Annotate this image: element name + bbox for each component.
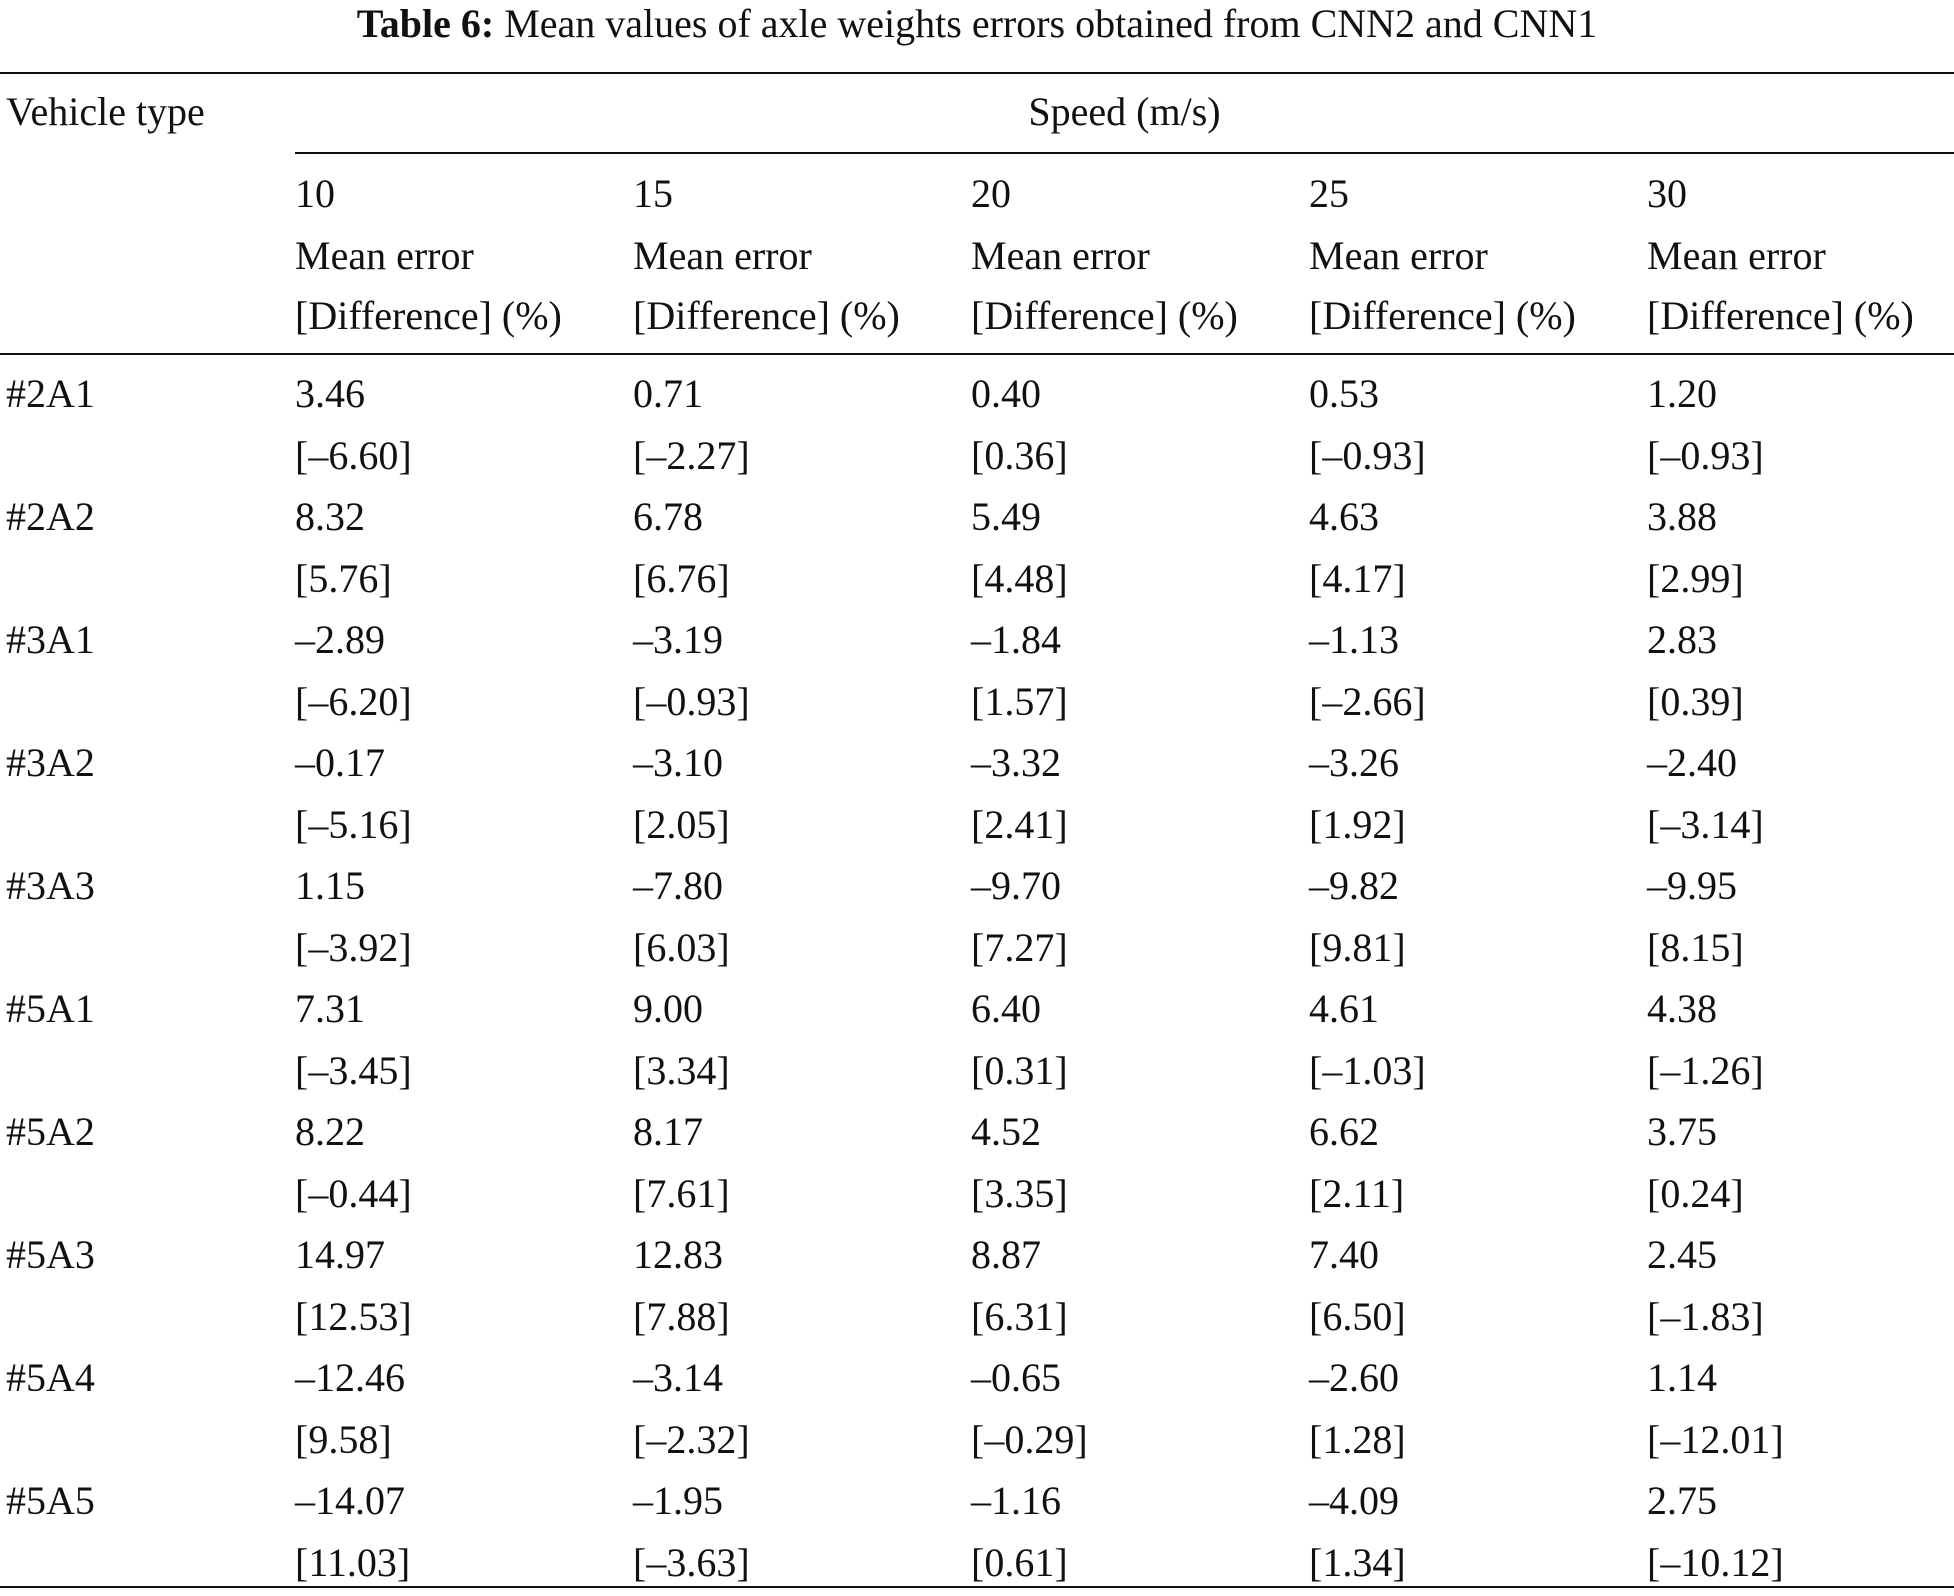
difference-cell: [–6.60] (295, 433, 412, 478)
difference-cell: [–5.16] (295, 802, 412, 847)
difference-cell: [2.05] (633, 802, 730, 847)
mean-error-cell: 8.17 (633, 1109, 703, 1154)
difference-cell: [–12.01] (1647, 1417, 1784, 1462)
mean-error-cell: –1.13 (1309, 617, 1399, 662)
mean-error-cell: 6.78 (633, 494, 703, 539)
mean-error-cell: 5.49 (971, 494, 1041, 539)
difference-cell: [1.34] (1309, 1540, 1406, 1585)
difference-cell: [–1.26] (1647, 1048, 1764, 1093)
mean-error-cell: –0.17 (295, 740, 385, 785)
column-header-line2: [Difference] (%) (971, 293, 1238, 338)
difference-cell: [3.34] (633, 1048, 730, 1093)
difference-cell: [12.53] (295, 1294, 412, 1339)
table-caption (0, 0, 1954, 56)
difference-cell: [–6.20] (295, 679, 412, 724)
column-header-line1: Mean error (295, 233, 474, 278)
mean-error-cell: –1.95 (633, 1478, 723, 1523)
mean-error-cell: –9.82 (1309, 863, 1399, 908)
mean-error-cell: –3.14 (633, 1355, 723, 1400)
difference-cell: [–0.44] (295, 1171, 412, 1216)
mean-error-cell: 0.53 (1309, 371, 1379, 416)
mean-error-cell: –3.26 (1309, 740, 1399, 785)
difference-cell: [9.58] (295, 1417, 392, 1462)
mean-error-cell: –1.16 (971, 1478, 1061, 1523)
mean-error-cell: 0.40 (971, 371, 1041, 416)
column-header-line2: [Difference] (%) (1309, 293, 1576, 338)
difference-cell: [6.50] (1309, 1294, 1406, 1339)
mean-error-cell: 4.63 (1309, 494, 1379, 539)
mean-error-cell: –2.40 (1647, 740, 1737, 785)
mean-error-cell: 6.62 (1309, 1109, 1379, 1154)
top-rule (0, 72, 1954, 74)
mean-error-cell: 12.83 (633, 1232, 723, 1277)
header-rule (0, 353, 1954, 355)
mean-error-cell: 1.14 (1647, 1355, 1717, 1400)
mean-error-cell: 7.40 (1309, 1232, 1379, 1277)
mean-error-cell: –14.07 (295, 1478, 405, 1523)
mean-error-cell: 3.88 (1647, 494, 1717, 539)
difference-cell: [0.24] (1647, 1171, 1744, 1216)
vehicle-type-cell: #2A2 (6, 494, 95, 539)
mean-error-cell: 14.97 (295, 1232, 385, 1277)
mean-error-cell: 3.75 (1647, 1109, 1717, 1154)
difference-cell: [–0.93] (633, 679, 750, 724)
vehicle-type-cell: #5A5 (6, 1478, 95, 1523)
difference-cell: [–2.32] (633, 1417, 750, 1462)
column-header-line2: [Difference] (%) (633, 293, 900, 338)
difference-cell: [4.48] (971, 556, 1068, 601)
difference-cell: [0.36] (971, 433, 1068, 478)
column-header-line1: Mean error (1647, 233, 1826, 278)
mean-error-cell: 0.71 (633, 371, 703, 416)
mean-error-cell: 8.32 (295, 494, 365, 539)
difference-cell: [–3.63] (633, 1540, 750, 1585)
column-header-line1: Mean error (971, 233, 1150, 278)
mean-error-cell: –7.80 (633, 863, 723, 908)
difference-cell: [7.61] (633, 1171, 730, 1216)
mean-error-cell: 7.31 (295, 986, 365, 1031)
difference-cell: [0.61] (971, 1540, 1068, 1585)
vehicle-type-cell: #2A1 (6, 371, 95, 416)
mean-error-cell: –9.70 (971, 863, 1061, 908)
vehicle-type-cell: #5A3 (6, 1232, 95, 1277)
mean-error-cell: 1.15 (295, 863, 365, 908)
caption-text: Mean values of axle weights errors obtained from CNN2 and CNN1 (504, 1, 1598, 46)
mean-error-cell: –2.89 (295, 617, 385, 662)
difference-cell: [–0.29] (971, 1417, 1088, 1462)
mean-error-cell: –1.84 (971, 617, 1061, 662)
column-header-line2: [Difference] (%) (295, 293, 562, 338)
difference-cell: [–0.93] (1647, 433, 1764, 478)
difference-cell: [–0.93] (1309, 433, 1426, 478)
difference-cell: [2.41] (971, 802, 1068, 847)
difference-cell: [6.03] (633, 925, 730, 970)
column-header-speed: 20 (971, 171, 1011, 216)
difference-cell: [2.11] (1309, 1171, 1405, 1216)
difference-cell: [5.76] (295, 556, 392, 601)
mean-error-cell: –3.10 (633, 740, 723, 785)
difference-cell: [–1.83] (1647, 1294, 1764, 1339)
speed-rule (295, 152, 1954, 154)
column-header-speed: 10 (295, 171, 335, 216)
vehicle-type-cell: #5A2 (6, 1109, 95, 1154)
mean-error-cell: 9.00 (633, 986, 703, 1031)
mean-error-cell: –0.65 (971, 1355, 1061, 1400)
mean-error-cell: 2.45 (1647, 1232, 1717, 1277)
mean-error-cell: –3.19 (633, 617, 723, 662)
mean-error-cell: 2.75 (1647, 1478, 1717, 1523)
difference-cell: [–3.14] (1647, 802, 1764, 847)
difference-cell: [11.03] (295, 1540, 411, 1585)
difference-cell: [7.27] (971, 925, 1068, 970)
difference-cell: [4.17] (1309, 556, 1406, 601)
mean-error-cell: 4.52 (971, 1109, 1041, 1154)
difference-cell: [0.31] (971, 1048, 1068, 1093)
difference-cell: [6.31] (971, 1294, 1068, 1339)
difference-cell: [–2.27] (633, 433, 750, 478)
mean-error-cell: 3.46 (295, 371, 365, 416)
column-header-line1: Mean error (1309, 233, 1488, 278)
mean-error-cell: 4.61 (1309, 986, 1379, 1031)
mean-error-cell: –12.46 (295, 1355, 405, 1400)
difference-cell: [2.99] (1647, 556, 1744, 601)
difference-cell: [3.35] (971, 1171, 1068, 1216)
difference-cell: [–3.92] (295, 925, 412, 970)
column-header-line2: [Difference] (%) (1647, 293, 1914, 338)
difference-cell: [–1.03] (1309, 1048, 1426, 1093)
column-header-speed: 30 (1647, 171, 1687, 216)
column-header-line1: Mean error (633, 233, 812, 278)
difference-cell: [0.39] (1647, 679, 1744, 724)
difference-cell: [–3.45] (295, 1048, 412, 1093)
mean-error-cell: 4.38 (1647, 986, 1717, 1031)
mean-error-cell: 2.83 (1647, 617, 1717, 662)
mean-error-cell: –3.32 (971, 740, 1061, 785)
mean-error-cell: 8.22 (295, 1109, 365, 1154)
difference-cell: [–10.12] (1647, 1540, 1784, 1585)
difference-cell: [1.92] (1309, 802, 1406, 847)
mean-error-cell: –2.60 (1309, 1355, 1399, 1400)
speed-header: Speed (m/s) (1028, 89, 1221, 134)
column-header-speed: 15 (633, 171, 673, 216)
difference-cell: [8.15] (1647, 925, 1744, 970)
bottom-rule (0, 1586, 1954, 1588)
mean-error-cell: –4.09 (1309, 1478, 1399, 1523)
mean-error-cell: 1.20 (1647, 371, 1717, 416)
vehicle-type-cell: #3A3 (6, 863, 95, 908)
difference-cell: [7.88] (633, 1294, 730, 1339)
difference-cell: [1.57] (971, 679, 1068, 724)
vehicle-type-cell: #3A2 (6, 740, 95, 785)
vehicle-type-header: Vehicle type (6, 89, 205, 134)
mean-error-cell: 6.40 (971, 986, 1041, 1031)
vehicle-type-cell: #5A1 (6, 986, 95, 1031)
column-header-speed: 25 (1309, 171, 1349, 216)
vehicle-type-cell: #3A1 (6, 617, 95, 662)
mean-error-cell: –9.95 (1647, 863, 1737, 908)
difference-cell: [–2.66] (1309, 679, 1426, 724)
caption-label: Table 6: (356, 1, 495, 46)
difference-cell: [6.76] (633, 556, 730, 601)
mean-error-cell: 8.87 (971, 1232, 1041, 1277)
difference-cell: [9.81] (1309, 925, 1406, 970)
vehicle-type-cell: #5A4 (6, 1355, 95, 1400)
difference-cell: [1.28] (1309, 1417, 1406, 1462)
